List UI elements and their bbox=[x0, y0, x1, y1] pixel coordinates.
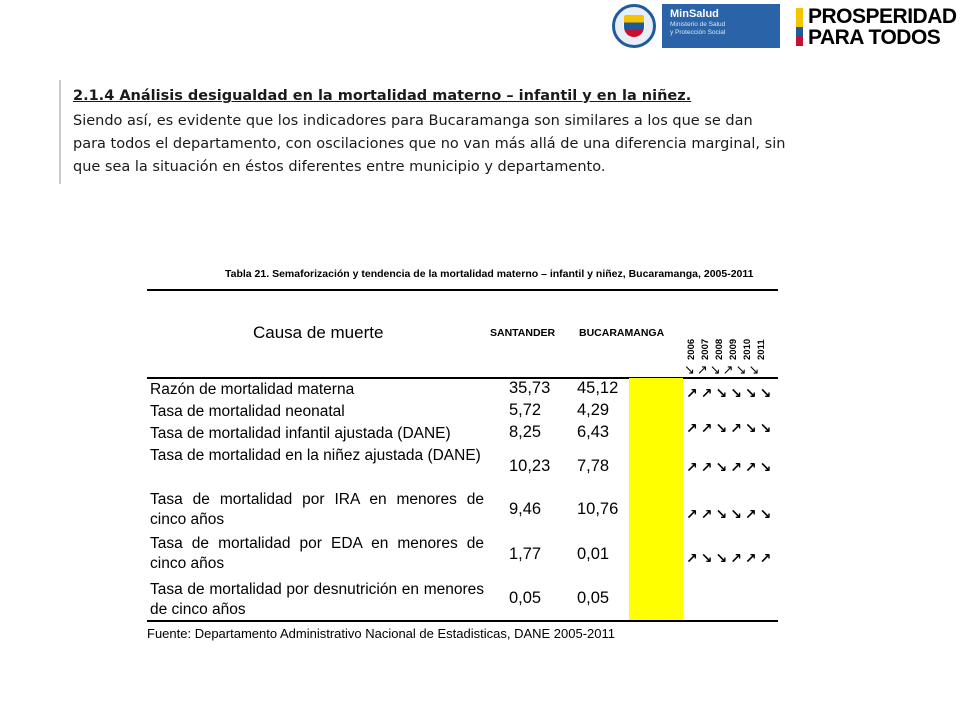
table-row-cause: Tasa de mortalidad por IRA en menores de cinco años bbox=[150, 491, 484, 528]
table-row-cause: Tasa de mortalidad por desnutrición en menores de cinco años bbox=[150, 581, 484, 618]
table-cell-trend: ↗↗↘↘↗↘ bbox=[686, 506, 775, 522]
column-header-santander: SANTANDER bbox=[490, 327, 556, 339]
table-cell-santander: 9,46 bbox=[509, 500, 542, 518]
table-row-cause: Tasa de mortalidad infantil ajustada (DANE) bbox=[150, 425, 451, 442]
left-accent-bar bbox=[59, 80, 61, 184]
slogan-line-2: PARA TODOS bbox=[808, 26, 941, 49]
table-cell-bucaramanga: 0,05 bbox=[577, 589, 610, 607]
year-label: 2009 bbox=[728, 338, 739, 360]
paragraph-line: que sea la situación en éstos diferentes entre municipio y departamento. bbox=[73, 159, 606, 175]
shield-icon bbox=[624, 15, 644, 37]
table-cell-bucaramanga: 10,76 bbox=[577, 500, 619, 518]
ministry-title: MinSalud bbox=[670, 8, 719, 20]
paragraph-line: para todos el departamento, con oscilaciones que no van más allá de una diferencia marginal, sin bbox=[73, 136, 786, 152]
table-row-cause: Razón de mortalidad materna bbox=[150, 381, 355, 398]
table-caption: Tabla 21. Semaforización y tendencia de la mortalidad materno – infantil y niñez, Bucaramanga, 2005-2011 bbox=[225, 268, 754, 280]
year-label: 2010 bbox=[742, 338, 753, 360]
column-header-bucaramanga: BUCARAMANGA bbox=[579, 327, 665, 339]
section-heading: 2.1.4 Análisis desigualdad en la mortalidad materno – infantil y en la niñez. bbox=[73, 88, 692, 104]
year-label: 2007 bbox=[700, 338, 711, 360]
table-cell-trend: ↗↗↘↗↘↘ bbox=[686, 420, 775, 436]
prosperidad-logo bbox=[796, 6, 958, 48]
table-cell-bucaramanga: 7,78 bbox=[577, 457, 610, 475]
ministry-subtitle-2: y Protección Social bbox=[670, 29, 726, 36]
table-cell-trend: ↗↗↘↘↘↘ bbox=[686, 385, 775, 401]
year-label: 2006 bbox=[686, 338, 697, 360]
year-label: 2008 bbox=[714, 338, 725, 360]
column-header-cause: Causa de muerte bbox=[253, 323, 384, 342]
table-cell-santander: 1,77 bbox=[509, 545, 542, 563]
year-label: 2011 bbox=[756, 339, 767, 360]
minsalud-logo bbox=[662, 4, 780, 48]
slogan-line-1: PROSPERIDAD bbox=[808, 5, 957, 28]
table-cell-santander: 0,05 bbox=[509, 589, 542, 607]
table-cell-santander: 35,73 bbox=[509, 379, 551, 397]
colombia-flag-icon bbox=[796, 8, 803, 46]
table-cell-santander: 5,72 bbox=[509, 401, 542, 419]
header-trend-arrows: ↘↗↘↗↘↘ bbox=[684, 362, 762, 377]
table-bottom-rule bbox=[147, 620, 778, 622]
table-cell-santander: 10,23 bbox=[509, 457, 551, 475]
table-cell-bucaramanga: 6,43 bbox=[577, 423, 610, 441]
table-source: Fuente: Departamento Administrativo Nacional de Estadisticas, DANE 2005-2011 bbox=[147, 626, 616, 641]
table-cell-trend: ↗↗↘↗↗↘ bbox=[686, 459, 775, 475]
table-cell-bucaramanga: 4,29 bbox=[577, 401, 610, 419]
table-cell-santander: 8,25 bbox=[509, 423, 542, 441]
table-row-cause: Tasa de mortalidad por EDA en menores de cinco años bbox=[150, 535, 484, 572]
semaphore-yellow-column bbox=[629, 378, 683, 620]
ministry-subtitle-1: Ministerio de Salud bbox=[670, 21, 726, 28]
paragraph-line: Siendo así, es evidente que los indicadores para Bucaramanga son similares a los que se dan bbox=[73, 113, 753, 129]
section-paragraph bbox=[73, 110, 933, 179]
table-top-rule bbox=[147, 289, 778, 291]
table-row-cause: Tasa de mortalidad neonatal bbox=[150, 403, 345, 420]
table-header-rule bbox=[147, 377, 778, 379]
table-cell-bucaramanga: 45,12 bbox=[577, 379, 619, 397]
table-row-cause: Tasa de mortalidad en la niñez ajustada (DANE) bbox=[150, 447, 481, 464]
government-seal-logo bbox=[612, 4, 656, 48]
table-cell-bucaramanga: 0,01 bbox=[577, 545, 610, 563]
table-cell-trend: ↗↘↘↗↗↗ bbox=[686, 550, 775, 566]
